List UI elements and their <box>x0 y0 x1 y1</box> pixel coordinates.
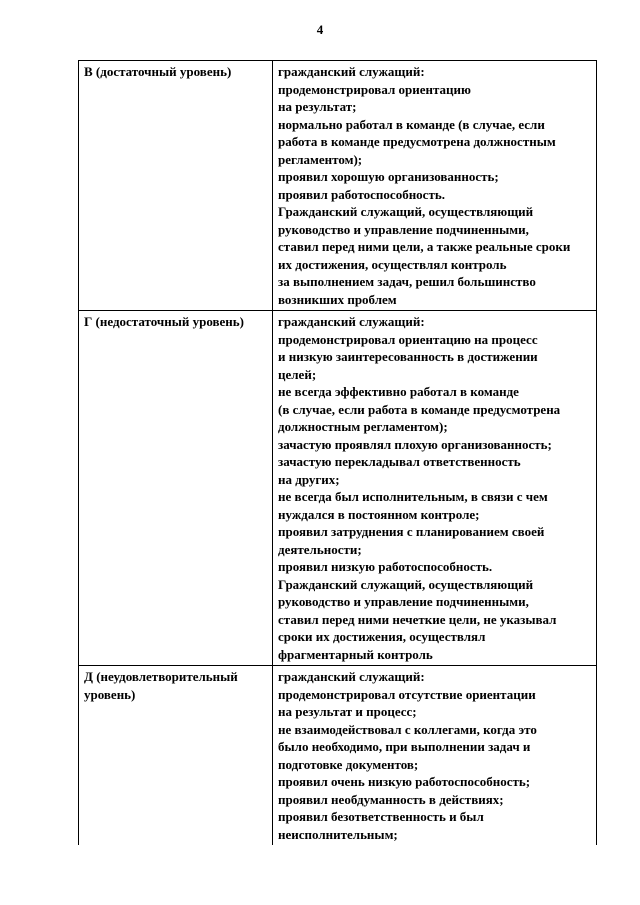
description-line: на результат и процесс; <box>278 704 417 719</box>
level-cell: Г (недостаточный уровень) <box>79 311 273 666</box>
description-line: проявил работоспособность. <box>278 186 445 202</box>
description-line: проявил хорошую организованность; <box>278 169 499 184</box>
table-row <box>79 666 597 846</box>
description-line: подготовке документов; <box>278 756 419 772</box>
description-line: (в случае, если работа в команде предусмотрена <box>278 401 561 417</box>
description-line: не взаимодействовал с коллегами, когда это <box>278 721 537 737</box>
table-row <box>79 311 597 666</box>
description-line: гражданский служащий: <box>278 64 425 79</box>
description-line: проявил низкую работоспособность. <box>278 559 493 574</box>
description-line: гражданский служащий: <box>278 314 425 329</box>
description-line: на результат; <box>278 99 357 114</box>
description-cell <box>273 666 597 846</box>
description-line: неисполнительным; <box>278 826 398 842</box>
assessment-levels-table <box>78 60 597 845</box>
description-line: должностным регламентом); <box>278 419 448 434</box>
description-line: на других; <box>278 471 340 487</box>
description-line: Гражданский служащий, осуществляющий <box>278 204 534 219</box>
description-line: нормально работал в команде (в случае, если <box>278 116 545 132</box>
description-line: руководство и управление подчиненными, <box>278 221 529 237</box>
description-line: целей; <box>278 366 317 382</box>
description-line: деятельности; <box>278 541 362 557</box>
description-cell <box>273 311 597 666</box>
description-line: ставил перед ними цели, а также реальные сроки <box>278 239 571 254</box>
description-line: проявил затруднения с планированием своей <box>278 524 545 539</box>
description-line: было необходимо, при выполнении задач и <box>278 739 531 754</box>
description-line: не всегда эффективно работал в команде <box>278 384 519 399</box>
description-line: сроки их достижения, осуществлял <box>278 629 486 644</box>
description-line: фрагментарный контроль <box>278 646 433 662</box>
description-line: Гражданский служащий, осуществляющий <box>278 576 534 592</box>
description-line: их достижения, осуществлял контроль <box>278 256 507 272</box>
description-line: регламентом); <box>278 151 363 167</box>
description-line: не всегда был исполнительным, в связи с чем <box>278 489 548 504</box>
description-line: проявил необдуманность в действиях; <box>278 791 504 807</box>
description-line: продемонстрировал ориентацию <box>278 81 471 97</box>
description-line: проявил очень низкую работоспособность; <box>278 774 531 789</box>
description-line: гражданский служащий: <box>278 669 425 684</box>
description-line: продемонстрировал ориентацию на процесс <box>278 331 538 347</box>
description-line: возникших проблем <box>278 291 397 307</box>
description-line: зачастую перекладывал ответственность <box>278 454 521 469</box>
description-line: за выполнением задач, решил большинство <box>278 274 536 289</box>
page-number: 4 <box>316 22 324 37</box>
description-line: нуждался в постоянном контроле; <box>278 506 480 522</box>
level-cell: В (достаточный уровень) <box>79 61 273 311</box>
description-line: и низкую заинтересованность в достижении <box>278 349 538 364</box>
description-line: продемонстрировал отсутствие ориентации <box>278 686 536 702</box>
description-line: работа в команде предусмотрена должностным <box>278 134 556 149</box>
level-cell: Д (неудовлетворительный уровень) <box>79 666 273 846</box>
description-line: руководство и управление подчиненными, <box>278 594 529 609</box>
description-cell <box>273 61 597 311</box>
description-line: проявил безответственность и был <box>278 809 484 824</box>
table-row <box>79 61 597 311</box>
description-line: зачастую проявлял плохую организованность; <box>278 436 552 452</box>
description-line: ставил перед ними нечеткие цели, не указывал <box>278 611 557 627</box>
